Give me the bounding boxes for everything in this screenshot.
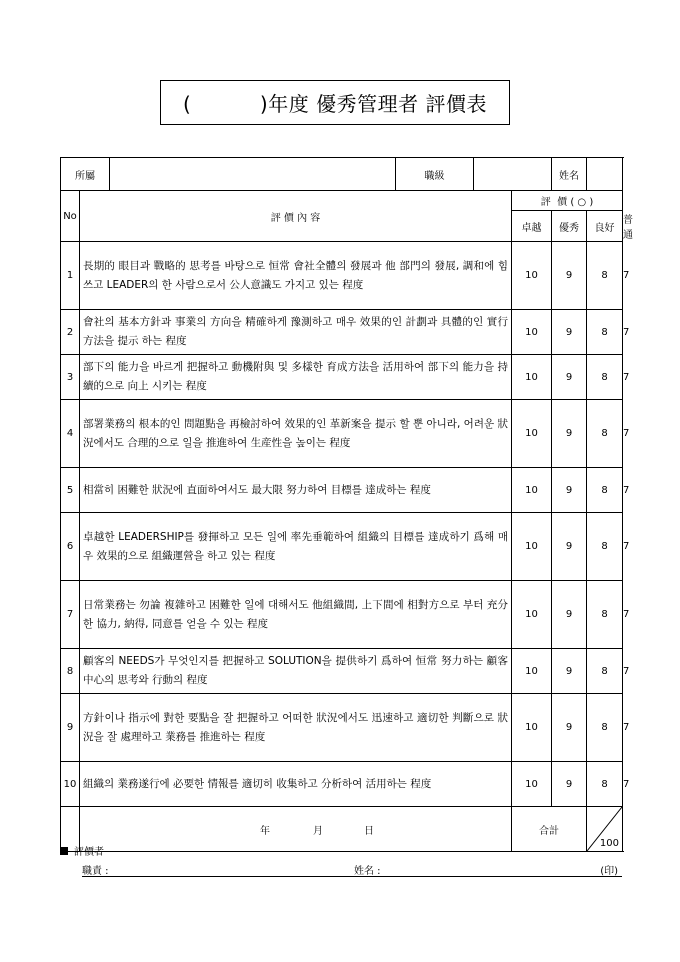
- criteria-row: 10 組織의 業務遂行에 必要한 情報를 適切히 收集하고 分析하여 活用하는 程度 10 9 8 7: [61, 762, 623, 807]
- name-label: 姓名: [552, 158, 587, 191]
- score-cell[interactable]: 10: [512, 468, 552, 513]
- criteria-no: 9: [61, 694, 80, 762]
- score-cell[interactable]: 9: [552, 468, 587, 513]
- criteria-no: 5: [61, 468, 80, 513]
- score-cell[interactable]: 10: [512, 310, 552, 355]
- form-title: ( )年度 優秀管理者 評價表: [183, 92, 487, 116]
- criteria-no: 7: [61, 581, 80, 649]
- criteria-text: 組織의 業務遂行에 必要한 情報를 適切히 收集하고 分析하여 活用하는 程度: [80, 762, 512, 807]
- evaluation-table: [60, 157, 634, 852]
- score-cell[interactable]: 9: [552, 310, 587, 355]
- score-cell[interactable]: 8: [587, 694, 623, 762]
- score-cell[interactable]: 8: [587, 468, 623, 513]
- score-cell[interactable]: 9: [552, 762, 587, 807]
- score-cell[interactable]: 9: [552, 694, 587, 762]
- evaluator-label: 評價者: [74, 847, 104, 858]
- score-cell[interactable]: 9: [552, 400, 587, 468]
- evaluator-section: [60, 843, 622, 858]
- score-cell[interactable]: 9: [552, 649, 587, 694]
- criteria-row: 9 方針이나 指示에 對한 要點을 잘 把握하고 어떠한 狀況에서도 迅速하고 適切한 判斷으로 狀況을 잘 處理하고 業務를 推進하는 程度 10 9 8 7: [61, 694, 623, 762]
- score-cell[interactable]: 10: [512, 649, 552, 694]
- criteria-no: 1: [61, 242, 80, 310]
- criteria-text: 會社의 基本方針과 事業의 方向을 精確하게 豫測하고 매우 效果的인 計劃과 具體的인 實行方法을 提示 하는 程度: [80, 310, 512, 355]
- score-cell[interactable]: 8: [587, 310, 623, 355]
- score-cell[interactable]: 8: [587, 355, 623, 400]
- score-cell[interactable]: 8: [587, 762, 623, 807]
- score-cell[interactable]: 8: [587, 649, 623, 694]
- score-cell[interactable]: 10: [512, 694, 552, 762]
- criteria-text: 相當히 困難한 狀況에 直面하여서도 最大限 努力하여 目標를 達成하는 程度: [80, 468, 512, 513]
- score-cell[interactable]: 10: [512, 581, 552, 649]
- score-cell[interactable]: 10: [512, 355, 552, 400]
- criteria-text: 長期的 眼目과 戰略的 思考를 바탕으로 恒常 會社全體의 發展과 他 部門의 發展, 調和에 힘쓰고 LEADER의 한 사람으로서 公人意識도 가지고 있는 程度: [80, 242, 512, 310]
- score-cell[interactable]: 8: [587, 400, 623, 468]
- score-cell[interactable]: 10: [512, 513, 552, 581]
- criteria-text: 顧客의 NEEDS가 무엇인지를 把握하고 SOLUTION을 提供하기 爲하여 恒常 努力하는 顧客中心의 思考와 行動의 程度: [80, 649, 512, 694]
- criteria-text: 日常業務는 勿論 複雜하고 困難한 일에 대해서도 他組織間, 上下間에 相對方으로 부터 充分한 協力, 納得, 同意를 얻을 수 있는 程度: [80, 581, 512, 649]
- criteria-row: 5 相當히 困難한 狀況에 直面하여서도 最大限 努力하여 目標를 達成하는 程度 10 9 8 7: [61, 468, 623, 513]
- score-cell[interactable]: 9: [552, 355, 587, 400]
- criteria-row: 2 會社의 基本方針과 事業의 方向을 精確하게 豫測하고 매우 效果的인 計劃과 具體的인 實行方法을 提示 하는 程度 10 9 8 7: [61, 310, 623, 355]
- rating-header: 評 價 ( ○ ): [512, 191, 623, 211]
- criteria-row: 1 長期的 眼目과 戰略的 思考를 바탕으로 恒常 會社全體의 發展과 他 部門의 發展, 調和에 힘쓰고 LEADER의 한 사람으로서 公人意識도 가지고 있는 程度 10 9 8 7: [61, 242, 623, 310]
- criteria-row: 4 部署業務의 根本的인 問題點을 再檢討하여 效果的인 革新案을 提示 할 뿐 아니라, 어려운 狀況에서도 合理的으로 일을 推進하여 生産性을 높이는 程度 10 9 8 7: [61, 400, 623, 468]
- criteria-no: 10: [61, 762, 80, 807]
- score-cell[interactable]: 10: [512, 762, 552, 807]
- header-row-2: 卓越 優秀 良好 普通: [61, 211, 623, 242]
- criteria-row: 6 卓越한 LEADERSHIP를 發揮하고 모든 일에 率先垂範하여 組織의 目標를 達成하기 爲해 매우 效果的으로 組織運營을 하고 있는 程度 10 9 8 7: [61, 513, 623, 581]
- criteria-no: 8: [61, 649, 80, 694]
- score-cell[interactable]: 8: [587, 581, 623, 649]
- criteria-no: 2: [61, 310, 80, 355]
- grade-header: 卓越: [512, 211, 552, 242]
- criteria-row: 7 日常業務는 勿論 複雜하고 困難한 일에 대해서도 他組織間, 上下間에 相對方으로 부터 充分한 協力, 納得, 同意를 얻을 수 있는 程度 10 9 8 7: [61, 581, 623, 649]
- criteria-no: 3: [61, 355, 80, 400]
- criteria-text: 部下의 能力을 바르게 把握하고 動機附與 및 多樣한 育成方法을 活用하여 部下의 能力을 持續的으로 向上 시키는 程度: [80, 355, 512, 400]
- dept-field[interactable]: [110, 158, 396, 191]
- score-cell[interactable]: 9: [552, 242, 587, 310]
- no-header: No: [61, 191, 80, 242]
- header-row-1: [61, 191, 623, 211]
- position-label: 職責 :: [82, 866, 109, 877]
- signer-name-label: 姓名 :: [354, 866, 381, 877]
- name-field[interactable]: [587, 158, 623, 191]
- rank-label: 職級: [396, 158, 474, 191]
- seal-label: (印): [600, 866, 618, 877]
- form-title-box: [160, 80, 510, 125]
- signature-line[interactable]: [82, 862, 622, 877]
- score-cell[interactable]: 8: [587, 242, 623, 310]
- total-label: 合計: [512, 807, 587, 852]
- month-label: 月: [313, 826, 323, 837]
- dept-label: 所屬: [61, 158, 110, 191]
- day-label: 日: [364, 826, 374, 837]
- year-label: 年: [260, 826, 270, 837]
- score-cell[interactable]: 10: [512, 242, 552, 310]
- criteria-no: 6: [61, 513, 80, 581]
- info-row: [61, 158, 623, 191]
- criteria-row: 8 顧客의 NEEDS가 무엇인지를 把握하고 SOLUTION을 提供하기 爲하여 恒常 努力하는 顧客中心의 思考와 行動의 程度 10 9 8 7: [61, 649, 623, 694]
- criteria-no: 4: [61, 400, 80, 468]
- grade-header: 良好: [587, 211, 623, 242]
- content-header: 評 價 內 容: [80, 191, 512, 242]
- score-cell[interactable]: 10: [512, 400, 552, 468]
- rank-field[interactable]: [474, 158, 552, 191]
- criteria-text: 卓越한 LEADERSHIP를 發揮하고 모든 일에 率先垂範하여 組織의 目標를 達成하기 爲해 매우 效果的으로 組織運營을 하고 있는 程度: [80, 513, 512, 581]
- score-cell[interactable]: 8: [587, 513, 623, 581]
- criteria-text: 部署業務의 根本的인 問題點을 再檢討하여 效果的인 革新案을 提示 할 뿐 아니라, 어려운 狀況에서도 合理的으로 일을 推進하여 生産性을 높이는 程度: [80, 400, 512, 468]
- square-bullet-icon: [60, 847, 68, 855]
- grade-header: 優秀: [552, 211, 587, 242]
- score-cell[interactable]: 9: [552, 513, 587, 581]
- score-cell[interactable]: 9: [552, 581, 587, 649]
- criteria-text: 方針이나 指示에 對한 要點을 잘 把握하고 어떠한 狀況에서도 迅速하고 適切한 判斷으로 狀況을 잘 處理하고 業務를 推進하는 程度: [80, 694, 512, 762]
- criteria-row: 3 部下의 能力을 바르게 把握하고 動機附與 및 多樣한 育成方法을 活用하여 部下의 能力을 持續的으로 向上 시키는 程度 10 9 8 7: [61, 355, 623, 400]
- total-value: 100: [599, 838, 620, 849]
